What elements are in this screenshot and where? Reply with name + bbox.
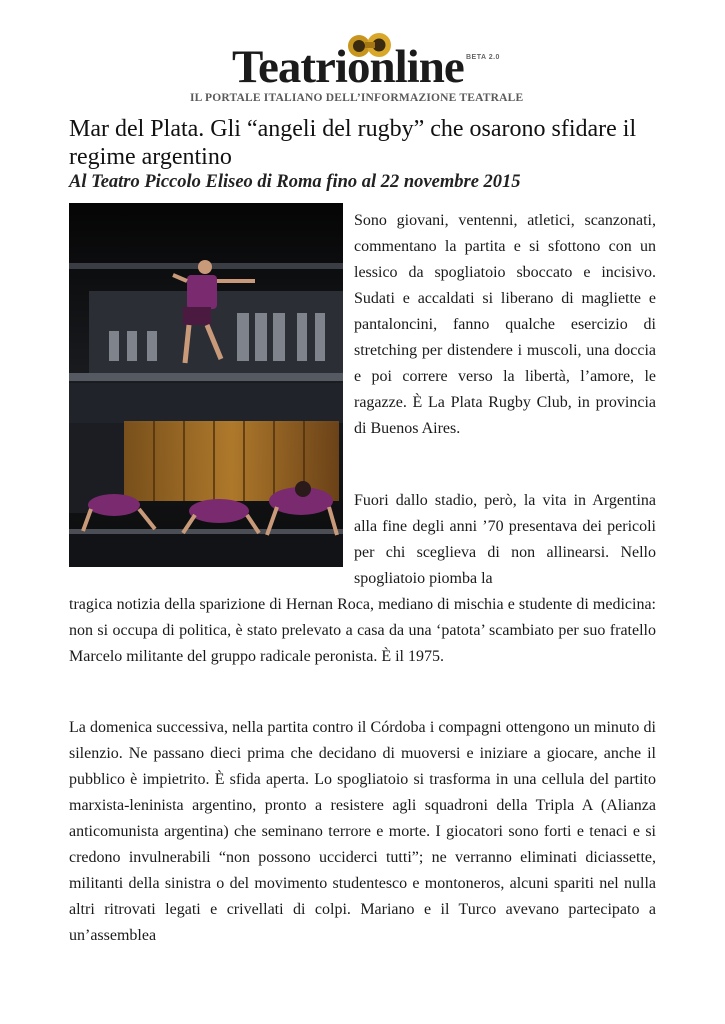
article-paragraph: tragica notizia della sparizione di Hernan Roca, mediano di mischia e studente di medicina: non si occupa di politica, è stato prelevato a casa da una ‘patota’ scambiato per suo fratello Marcelo militante del gruppo radicale peronista. È il 1975. (69, 596, 656, 665)
site-logo[interactable]: Teatrionline (232, 41, 464, 93)
beta-badge: BETA 2.0 (466, 54, 500, 61)
article-paragraph: Fuori dallo stadio, però, la vita in Argentina alla fine degli anni ’70 presentava dei pericoli per chi sceglieva di non allinearsi. Nello spogliatoio piomba la (354, 492, 656, 587)
masthead (0, 30, 725, 110)
stage-photo (69, 203, 343, 567)
article-subtitle: Al Teatro Piccolo Eliseo di Roma fino al 22 novembre 2015 (69, 172, 521, 192)
article-paragraph: La domenica successiva, nella partita contro il Córdoba i compagni ottengono un minuto di silenzio. Ne passano dieci prima che decidano di muoversi e iniziare a giocare, anche il pubblico è impietrito. È sfida aperta. Lo spogliatoio si trasforma in una cellula del partito marxista-leninista argentino, pronto a resistere agli squadroni della Tripla A (Alianza anticomunista argentina) che seminano terrore e morte. I giocatori sono forti e tenaci e si credono invulnerabili “non possono ucciderci tutti”; ne verranno eliminati diciassette, militanti della sinistra o del movimento studentesco e montoneros, alcuni spariti nel nulla altri ritrovati legati e crivellati di colpi. Mariano e il Turco avevano partecipato a un’assemblea (69, 719, 656, 944)
article-paragraph: Sono giovani, ventenni, atletici, scanzonati, commentano la partita e si sfottono con un lessico da spogliatoio sboccato e incisivo. Sudati e accaldati si liberano di magliette e pantaloncini, fanno qualche esercizio di stretching per distendere i muscoli, una doccia e poi correre verso la libertà, l’amore, le ragazze. È La Plata Rugby Club, in provincia di Buenos Aires. (354, 212, 656, 437)
article-title: Mar del Plata. Gli “angeli del rugby” che osarono sfidare il regime argentino (69, 116, 637, 170)
site-tagline: IL PORTALE ITALIANO DELL’INFORMAZIONE TEATRALE (190, 92, 524, 104)
